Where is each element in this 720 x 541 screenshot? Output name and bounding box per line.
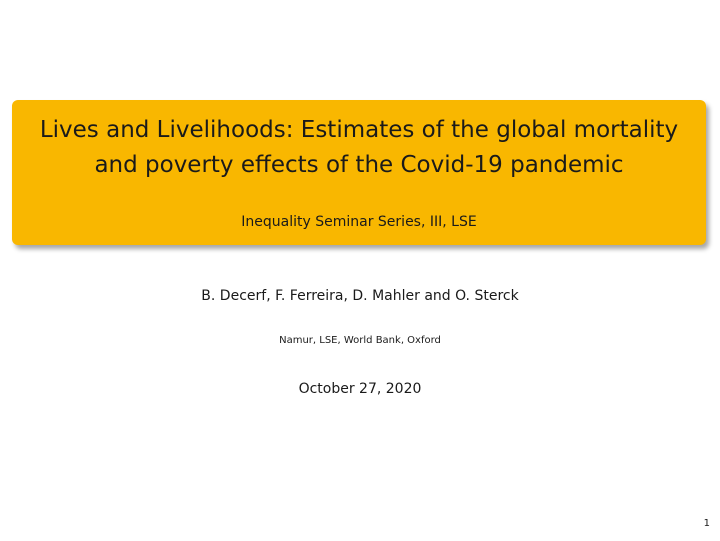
presentation-date: October 27, 2020 <box>298 381 422 397</box>
authors: B. Decerf, F. Ferreira, D. Mahler and O. Sterck <box>201 288 519 304</box>
title-line-2: and poverty effects of the Covid-19 pandemic <box>94 152 624 178</box>
slide-title <box>12 113 706 183</box>
title-box <box>12 100 706 245</box>
institutes: Namur, LSE, World Bank, Oxford <box>279 335 441 346</box>
page-number: 1 <box>703 518 710 529</box>
slide-subtitle: Inequality Seminar Series, III, LSE <box>241 214 477 230</box>
title-line-1: Lives and Livelihoods: Estimates of the global mortality <box>39 117 679 143</box>
